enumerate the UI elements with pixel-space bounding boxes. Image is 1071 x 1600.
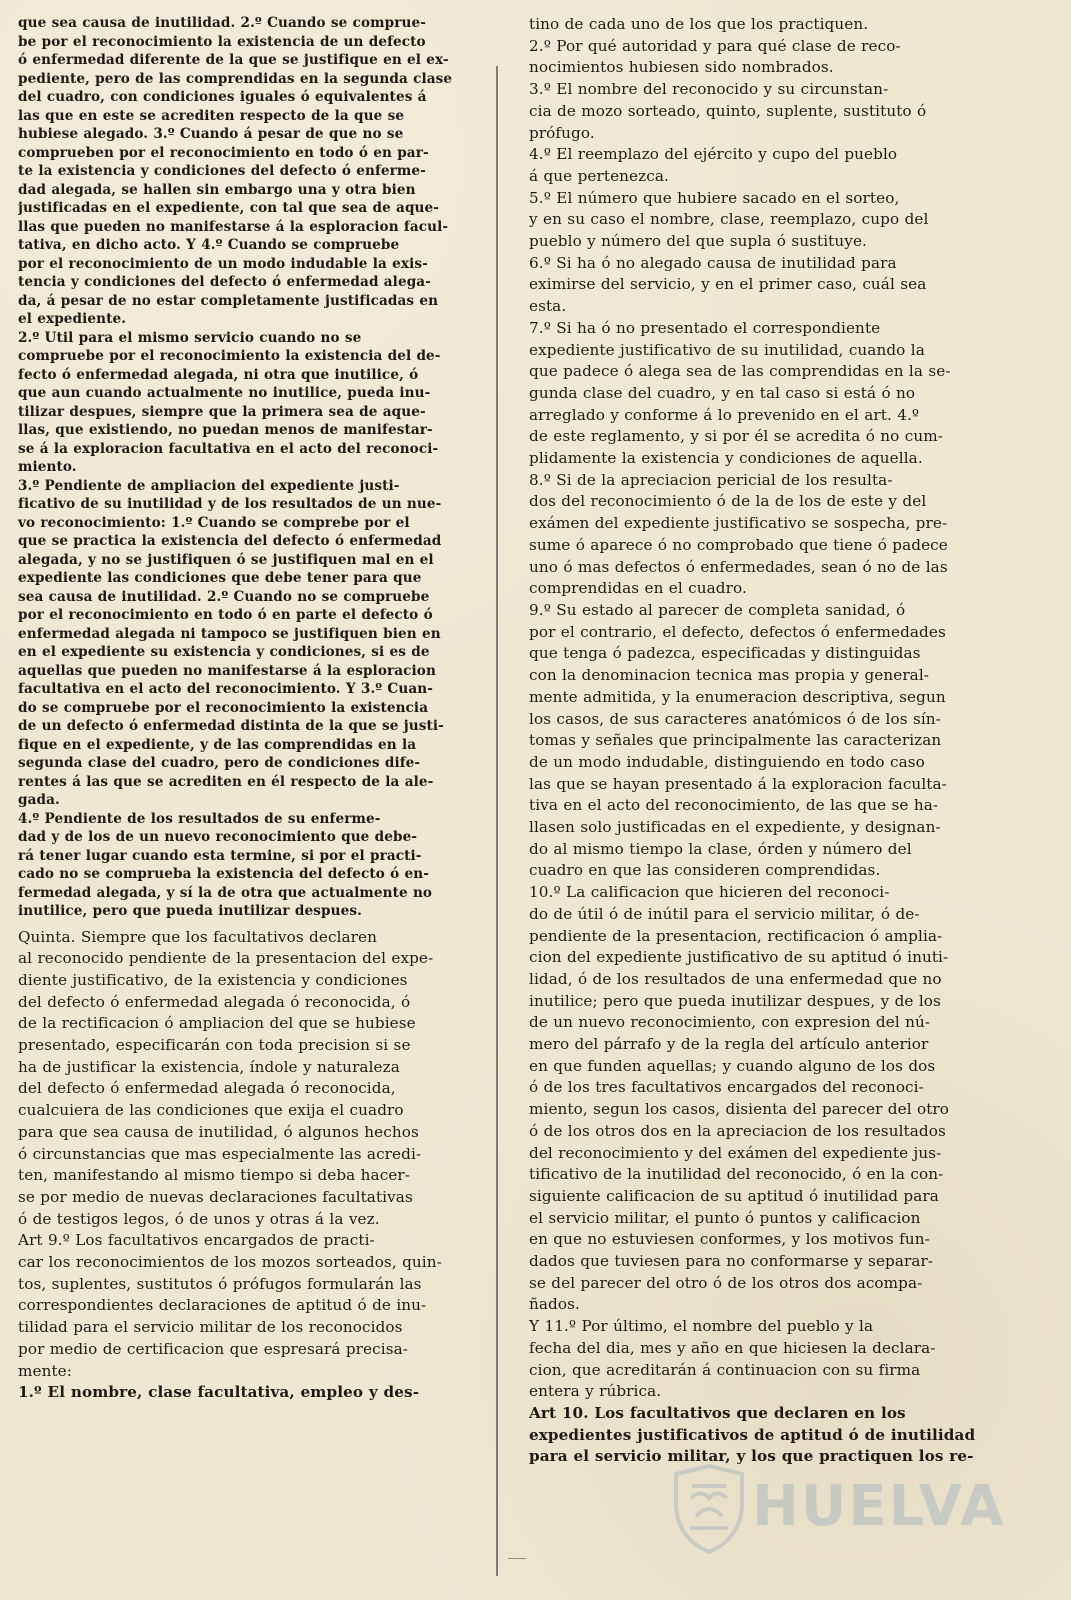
left-paragraph-4: 4.º Pendiente de los resultados de su enferme- dad y de los de un nuevo reconocimiento que debe- rá tener lugar cuando esta termine, si por el practi- cado no se comprueba la existencia del defecto ó en- fermedad alegada, y sí la de otra que actualmente no inutilice, pero que pueda inutilizar despues. <box>18 810 433 919</box>
right-paragraph-8: 8.º Si de la apreciacion pericial de los resulta- dos del reconocimiento ó de la de los de este y del exámen del expediente justificativo se sospecha, pre- sume ó aparece ó no comprobado que tiene ó padece uno ó mas defectos ó enfermedades, sean ó no de las comprendidas en el cuadro. <box>529 470 948 598</box>
left-paragraph-6: Art 9.º Los facultativos encargados de practi- car los reconocimientos de los mozos sorteados, quin- tos, suplentes, sustitutos ó prófugos formularán las correspondientes declaraciones de aptitud ó de inu- tilidad para el servicio militar de los reconocidos por medio de certificacion que espresará precisa- mente: <box>18 1231 442 1380</box>
column-divider-rule <box>496 66 498 1576</box>
huelva-watermark <box>664 1452 1006 1564</box>
left-text-column <box>18 14 458 1586</box>
bottom-center-mark <box>508 1558 526 1559</box>
right-paragraph-4: 4.º El reemplazo del ejército y cupo del pueblo á que pertenezca. <box>529 145 898 185</box>
two-column-text-layout <box>18 14 1055 1586</box>
left-paragraph-2: 2.º Util para el mismo servicio cuando no se compruebe por el reconocimiento la existencia del de- fecto ó enfermedad alegada, ni otra que inutilice, ó que aun cuando actualmente no inutilice, pueda inu- tilizar despues, siempre que la primera sea de aque- llas, que existiendo, no puedan menos de manifestar- se á la exploracion facultativa en el acto del reconoci- miento. <box>18 329 441 475</box>
left-paragraph-1: que sea causa de inutilidad. 2.º Cuando se comprue- be por el reconocimiento la existencia de un defecto ó enfermedad diferente de la que se justifique en el ex- pediente, pero de las comprendidas en la segunda clase del cuadro, con condiciones iguales ó equivalentes á las que en este se acrediten respecto de la que se hubiese alegado. 3.º Cuando á pesar de que no se comprueben por el reconocimiento en todo ó en par- te la existencia y condiciones del defecto ó enferme- dad alegada, se hallen sin embargo una y otra bien justificadas en el expediente, con tal que sea de aque- llas que pueden no manifestarse á la esploracion facul- tativa, en dicho acto. Y 4.º Cuando se compruebe por el reconocimiento de un modo indudable la exis- tencia y condiciones del defecto ó enfermedad alega- da, á pesar de no estar completamente justificadas en el expediente. <box>18 15 453 327</box>
right-paragraph-2: 2.º Por qué autoridad y para qué clase de reco- nocimientos hubiesen sido nombrados. <box>529 36 901 77</box>
right-paragraph-10: 10.º La calificacion que hicieren del reconoci- do de útil ó de inútil para el servicio militar, ó de- pendiente de la presentacion, rectificacion ó amplia- cion del expediente justificativo de su aptitud ó inuti- lidad, ó de los resultados de una enfermedad que no inutilice; pero que pueda inutilizar despues, y de los de un nuevo reconocimiento, con expresion del nú- mero del párrafo y de la regla del artículo anterior en que funden aquellas; y cuando alguno de los dos ó de los tres facultativos encargados del reconoci- miento, segun los casos, disienta del parecer del otro ó de los otros dos en la apreciacion de los resultados del reconocimiento y del exámen del expediente jus- tificativo de la inutilidad del reconocido, ó en la con- siguiente calificacion de su aptitud ó inutilidad para el servicio militar, el punto ó puntos y calificacion en que no estuviesen conformes, y los motivos fun- dados que tuviesen para no conformarse y separar- se del parecer del otro ó de los otros dos acompa- ñados. <box>529 883 950 1314</box>
right-paragraph-1: tino de cada uno de los que los practiquen. <box>529 15 869 33</box>
right-paragraph-3: 3.º El nombre del reconocido y su circunstan- cia de mozo sorteado, quinto, suplente, sustituto ó prófugo. <box>529 80 927 142</box>
right-paragraph-7: 7.º Si ha ó no presentado el correspondiente expediente justificativo de su inutilidad, cuando la que padece ó alega sea de las comprendidas en la se- gunda clase del cuadro, y en tal caso si está ó no arreglado y conforme á lo prevenido en el art. 4.º de este reglamento, y si por él se acredita ó no cum- plidamente la existencia y condiciones de aquella. <box>529 318 951 468</box>
right-text-column <box>529 14 1046 1586</box>
right-paragraph-11: Y 11.º Por último, el nombre del pueblo y la fecha del dia, mes y año en que hiciesen la declara- cion, que acreditarán á continuacion con su firma entera y rúbrica. <box>529 1317 936 1401</box>
right-paragraph-6: 6.º Si ha ó no alegado causa de inutilidad para eximirse del servicio, y en el primer caso, cuál sea esta. <box>529 253 927 316</box>
left-paragraph-5: Quinta. Siempre que los facultativos declaren al reconocido pendiente de la presentacion del expe- diente justificativo, de la existencia y condiciones del defecto ó enfermedad alegada ó reconocida, ó de la rectificacion ó ampliacion del que se hubiese presentado, especificarán con toda precision si se ha de justificar la existencia, índole y naturaleza del defecto ó enfermedad alegada ó reconocida, cualcuiera de las condiciones que exija el cuadro para que sea causa de inutilidad, ó algunos hechos ó circunstancias que mas especialmente las acredi- ten, manifestando al mismo tiempo si deba hacer- se por medio de nuevas declaraciones facultativas ó de testigos legos, ó de unos y otras á la vez. <box>18 927 434 1228</box>
right-paragraph-9: 9.º Su estado al parecer de completa sanidad, ó por el contrario, el defecto, defectos ó enfermedades que tenga ó padezca, especificadas y distinguidas con la denominacion tecnica mas propia y general- mente admitida, y la enumeracion descriptiva, segun los casos, de sus caracteres anatómicos ó de los sín- tomas y señales que principalmente las caracterizan de un modo indudable, distinguiendo en todo caso las que se hayan presentado á la exploracion faculta- tiva en el acto del reconocimiento, de las que se ha- llasen solo justificadas en el expediente, y designan- do al mismo tiempo la clase, órden y número del cuadro en que las consideren comprendidas. <box>529 600 947 880</box>
left-paragraph-3: 3.º Pendiente de ampliacion del expediente justi- ficativo de su inutilidad y de los resultados de un nue- vo reconocimiento: 1.º Cuando se comprebe por el que se practica la existencia del defecto ó enfermedad alegada, y no se justifiquen ó se justifiquen mal en el expediente las condiciones que debe tener para que sea causa de inutilidad. 2.º Cuando no se compruebe por el reconocimiento en todo ó en parte el defecto ó enfermedad alegada ni tampoco se justifiquen bien en en el expediente su existencia y condiciones, si es de aquellas que pueden no manifestarse á la esploracion facultativa en el acto del reconocimiento. Y 3.º Cuan- do se compruebe por el reconocimiento la existencia de un defecto ó enfermedad distinta de la que se justi- fique en el expediente, y de las comprendidas en la segunda clase del cuadro, pero de condiciones dife- rentes á las que se acrediten en él respecto de la ale- gada. <box>18 477 444 808</box>
shield-icon <box>664 1462 754 1556</box>
right-paragraph-5: 5.º El número que hubiere sacado en el sorteo, y en su caso el nombre, clase, reemplazo, cupo del pueblo y número del que supla ó sustituye. <box>529 188 929 251</box>
left-paragraph-7: 1.º El nombre, clase facultativa, empleo y des- <box>18 1383 420 1402</box>
right-paragraph-12: Art 10. Los facultativos que declaren en los expedientes justificativos de aptitud ó de inutilidad para el servicio militar, y los que practiquen los re- <box>529 1404 976 1466</box>
watermark-text: HUELVA <box>752 1474 1006 1539</box>
